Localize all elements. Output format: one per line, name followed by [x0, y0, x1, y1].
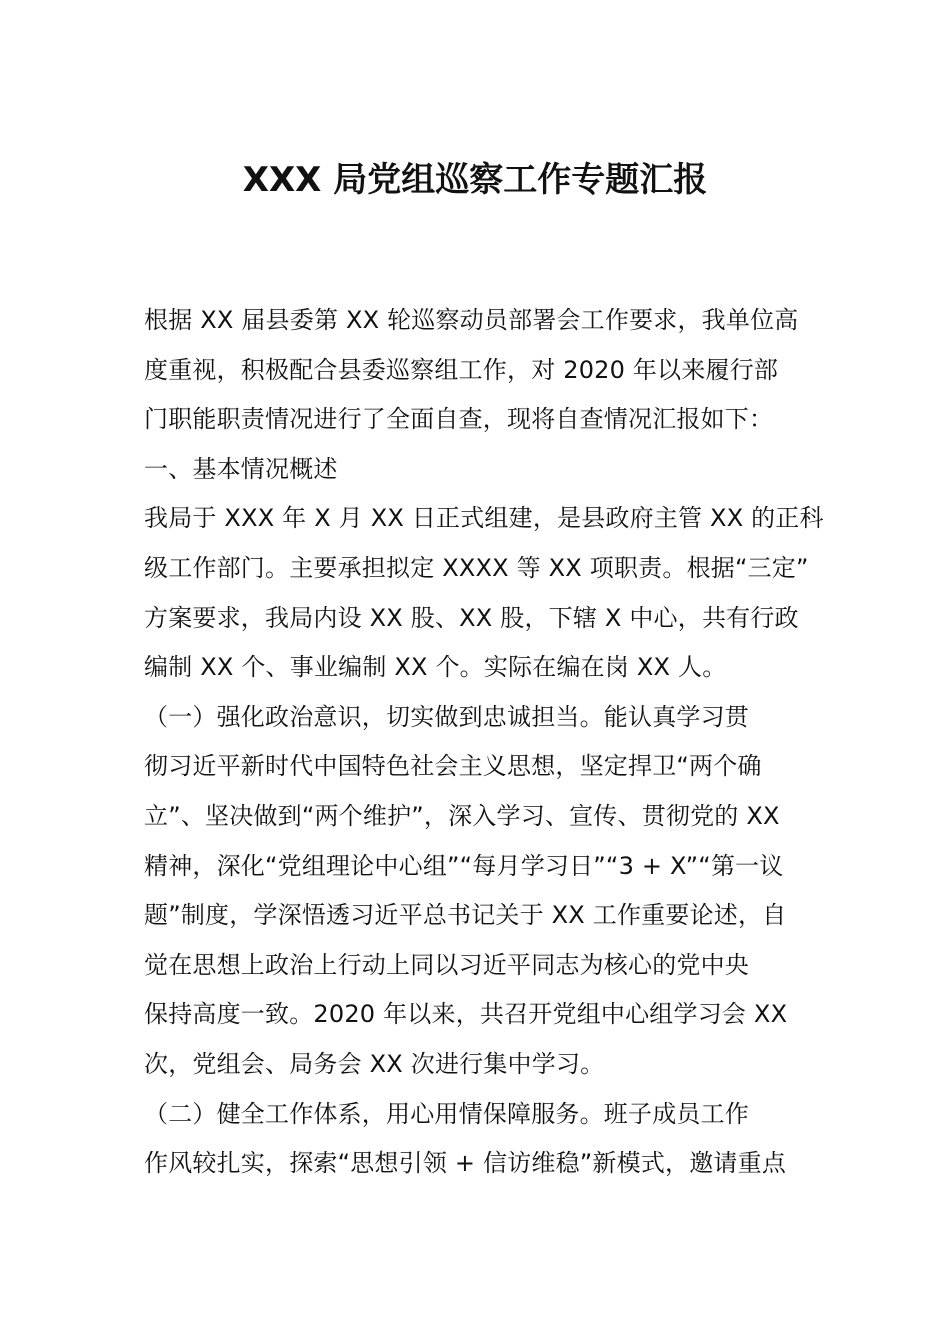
body-line: 根据 XX 届县委第 XX 轮巡察动员部署会工作要求，我单位高 [144, 306, 799, 334]
body-line: 觉在思想上政治上行动上同以习近平同志为核心的党中央 [144, 950, 749, 979]
body-line: 度重视，积极配合县委巡察组工作，对 2020 年以来履行部 [144, 355, 779, 384]
body-line: 次，党组会、局务会 XX 次进行集中学习。 [144, 1049, 605, 1078]
section-heading: 一、基本情况概述 [144, 454, 338, 483]
body-line: 级工作部门。主要承担拟定 XXXX 等 XX 项职责。根据“三定” [144, 553, 809, 582]
body-line: 精神，深化“党组理论中心组”“每月学习日”“3 + X”“第一议 [144, 851, 784, 880]
body-line: 门职能职责情况进行了全面自查，现将自查情况汇报如下： [144, 405, 774, 434]
body-line: 立”、坚决做到“两个维护”，深入学习、宣传、贯彻党的 XX [144, 801, 780, 830]
body-line: 我局于 XXX 年 X 月 XX 日正式组建，是县政府主管 XX 的正科 [144, 504, 824, 533]
document-title: XXX 局党组巡察工作专题汇报 [242, 160, 708, 200]
body-line: 作风较扎实，探索“思想引领 + 信访维稳”新模式，邀请重点 [144, 1149, 787, 1178]
body-line: （二）健全工作体系，用心用情保障服务。班子成员工作 [144, 1099, 749, 1128]
body-line: 方案要求，我局内设 XX 股、XX 股，下辖 X 中心，共有行政 [144, 603, 799, 632]
body-line: 保持高度一致。2020 年以来，共召开党组中心组学习会 XX [144, 1000, 788, 1029]
body-line: 编制 XX 个、事业编制 XX 个。实际在编在岗 XX 人。 [144, 653, 727, 682]
document-body [144, 296, 824, 1189]
body-line: 彻习近平新时代中国特色社会主义思想，坚定捍卫“两个确 [144, 752, 762, 781]
body-line: 题”制度，学深悟透习近平总书记关于 XX 工作重要论述，自 [144, 901, 787, 930]
body-line: （一）强化政治意识，切实做到忠诚担当。能认真学习贯 [144, 702, 749, 731]
